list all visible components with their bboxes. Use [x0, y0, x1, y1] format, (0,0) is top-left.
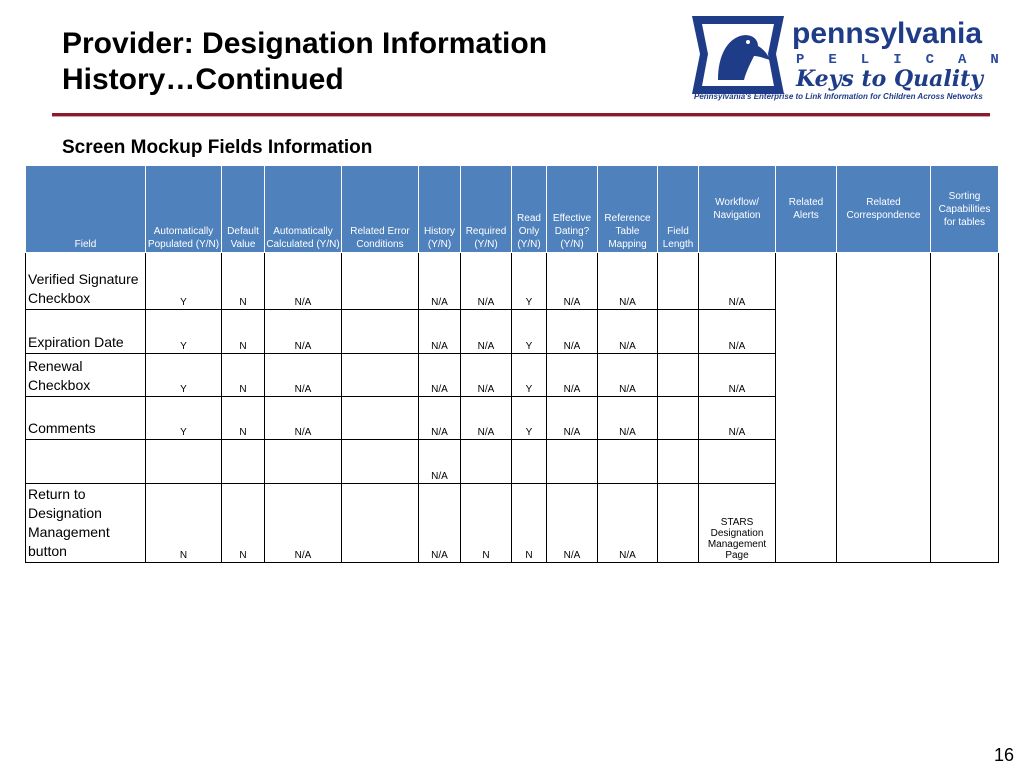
header-cell: Related Correspondence: [837, 166, 931, 253]
header-cell: History (Y/N): [419, 166, 461, 253]
table-cell: N/A: [547, 310, 598, 354]
table-cell: [658, 397, 699, 440]
table-cell: N: [222, 310, 265, 354]
page-title: Provider: Designation Information History…Continued: [62, 27, 548, 96]
section-subtitle: Screen Mockup Fields Information: [62, 137, 373, 158]
table-cell: [598, 440, 658, 484]
header-cell: Required (Y/N): [461, 166, 512, 253]
table-cell: [265, 440, 342, 484]
table-cell: N/A: [265, 484, 342, 563]
table-cell: N/A: [265, 310, 342, 354]
table-cell: [658, 440, 699, 484]
table-cell: N/A: [419, 354, 461, 397]
table-cell: [461, 440, 512, 484]
table-cell: Y: [512, 354, 547, 397]
header-cell: Effective Dating? (Y/N): [547, 166, 598, 253]
table-cell: [146, 440, 222, 484]
table-cell: Y: [146, 253, 222, 310]
related-alerts-cell: [776, 253, 837, 563]
divider-line-light: [52, 116, 990, 117]
header-cell: Workflow/ Navigation: [699, 166, 776, 253]
keystone-pelican-icon: [688, 14, 788, 96]
table-cell: [547, 440, 598, 484]
table-cell: [658, 354, 699, 397]
table-cell: N/A: [265, 253, 342, 310]
table-cell: N/A: [461, 397, 512, 440]
sorting-capabilities-cell: [931, 253, 999, 563]
table-cell: Y: [146, 397, 222, 440]
table-cell: [342, 253, 419, 310]
table-cell: N/A: [461, 310, 512, 354]
table-cell: N: [222, 354, 265, 397]
header-cell: Sorting Capabilities for tables: [931, 166, 999, 253]
table-cell: N/A: [547, 397, 598, 440]
table-cell: Y: [512, 310, 547, 354]
logo-pelican: PELICAN: [796, 52, 1023, 68]
header-cell: Automatically Populated (Y/N): [146, 166, 222, 253]
table-cell: N/A: [598, 310, 658, 354]
logo-keys: Keys to Quality: [796, 66, 984, 92]
table-header-row: [26, 166, 999, 253]
table-cell: N/A: [461, 253, 512, 310]
table-cell: N/A: [265, 354, 342, 397]
table-cell: N/A: [598, 397, 658, 440]
field-name-cell: Renewal Checkbox: [26, 354, 146, 397]
header-cell: Field: [26, 166, 146, 253]
field-name-cell: Return to Designation Management button: [26, 484, 146, 563]
table-cell: [222, 440, 265, 484]
page-number: 16: [993, 745, 1014, 765]
table-cell: N: [222, 484, 265, 563]
table-cell: [342, 484, 419, 563]
table-cell: STARS Designation Management Page: [699, 484, 776, 563]
header-cell: Field Length: [658, 166, 699, 253]
table-cell: N: [222, 253, 265, 310]
table-cell: N/A: [699, 310, 776, 354]
table-cell: N/A: [598, 354, 658, 397]
table-cell: N: [512, 484, 547, 563]
field-name-cell: Verified Signature Checkbox: [26, 253, 146, 310]
table-cell: [658, 310, 699, 354]
table-cell: [342, 397, 419, 440]
fields-table: [25, 165, 999, 563]
header-cell: Read Only (Y/N): [512, 166, 547, 253]
field-name-cell: [26, 440, 146, 484]
table-cell: N: [461, 484, 512, 563]
table-cell: N/A: [547, 484, 598, 563]
field-name-cell: Expiration Date: [26, 310, 146, 354]
table-cell: N/A: [419, 253, 461, 310]
table-cell: N/A: [461, 354, 512, 397]
table-cell: [699, 440, 776, 484]
pa-pelican-logo: [688, 14, 1023, 104]
header-cell: Reference Table Mapping: [598, 166, 658, 253]
table-cell: N: [146, 484, 222, 563]
logo-brand: pennsylvania: [792, 17, 983, 50]
table-cell: N/A: [547, 354, 598, 397]
table-cell: [658, 253, 699, 310]
table-cell: N/A: [419, 397, 461, 440]
table-cell: Y: [512, 397, 547, 440]
logo-tagline: Pennsylvania's Enterprise to Link Information for Children Across Networks: [694, 92, 983, 101]
table-cell: N/A: [419, 440, 461, 484]
table-row: [26, 253, 999, 310]
table-cell: [342, 310, 419, 354]
table-cell: [658, 484, 699, 563]
header-cell: Default Value: [222, 166, 265, 253]
table-cell: Y: [146, 310, 222, 354]
table-cell: N/A: [699, 253, 776, 310]
table-cell: [512, 440, 547, 484]
field-name-cell: Comments: [26, 397, 146, 440]
table-cell: N/A: [419, 310, 461, 354]
table-cell: [342, 354, 419, 397]
header-cell: Related Error Conditions: [342, 166, 419, 253]
table-cell: [342, 440, 419, 484]
header-cell: Automatically Calculated (Y/N): [265, 166, 342, 253]
table-cell: N/A: [699, 397, 776, 440]
header-cell: Related Alerts: [776, 166, 837, 253]
table-cell: N/A: [598, 484, 658, 563]
related-correspondence-cell: [837, 253, 931, 563]
table-cell: Y: [146, 354, 222, 397]
table-cell: N/A: [419, 484, 461, 563]
table-cell: N/A: [598, 253, 658, 310]
table-cell: N/A: [699, 354, 776, 397]
table-cell: N: [222, 397, 265, 440]
table-cell: Y: [512, 253, 547, 310]
table-cell: N/A: [265, 397, 342, 440]
table-cell: N/A: [547, 253, 598, 310]
